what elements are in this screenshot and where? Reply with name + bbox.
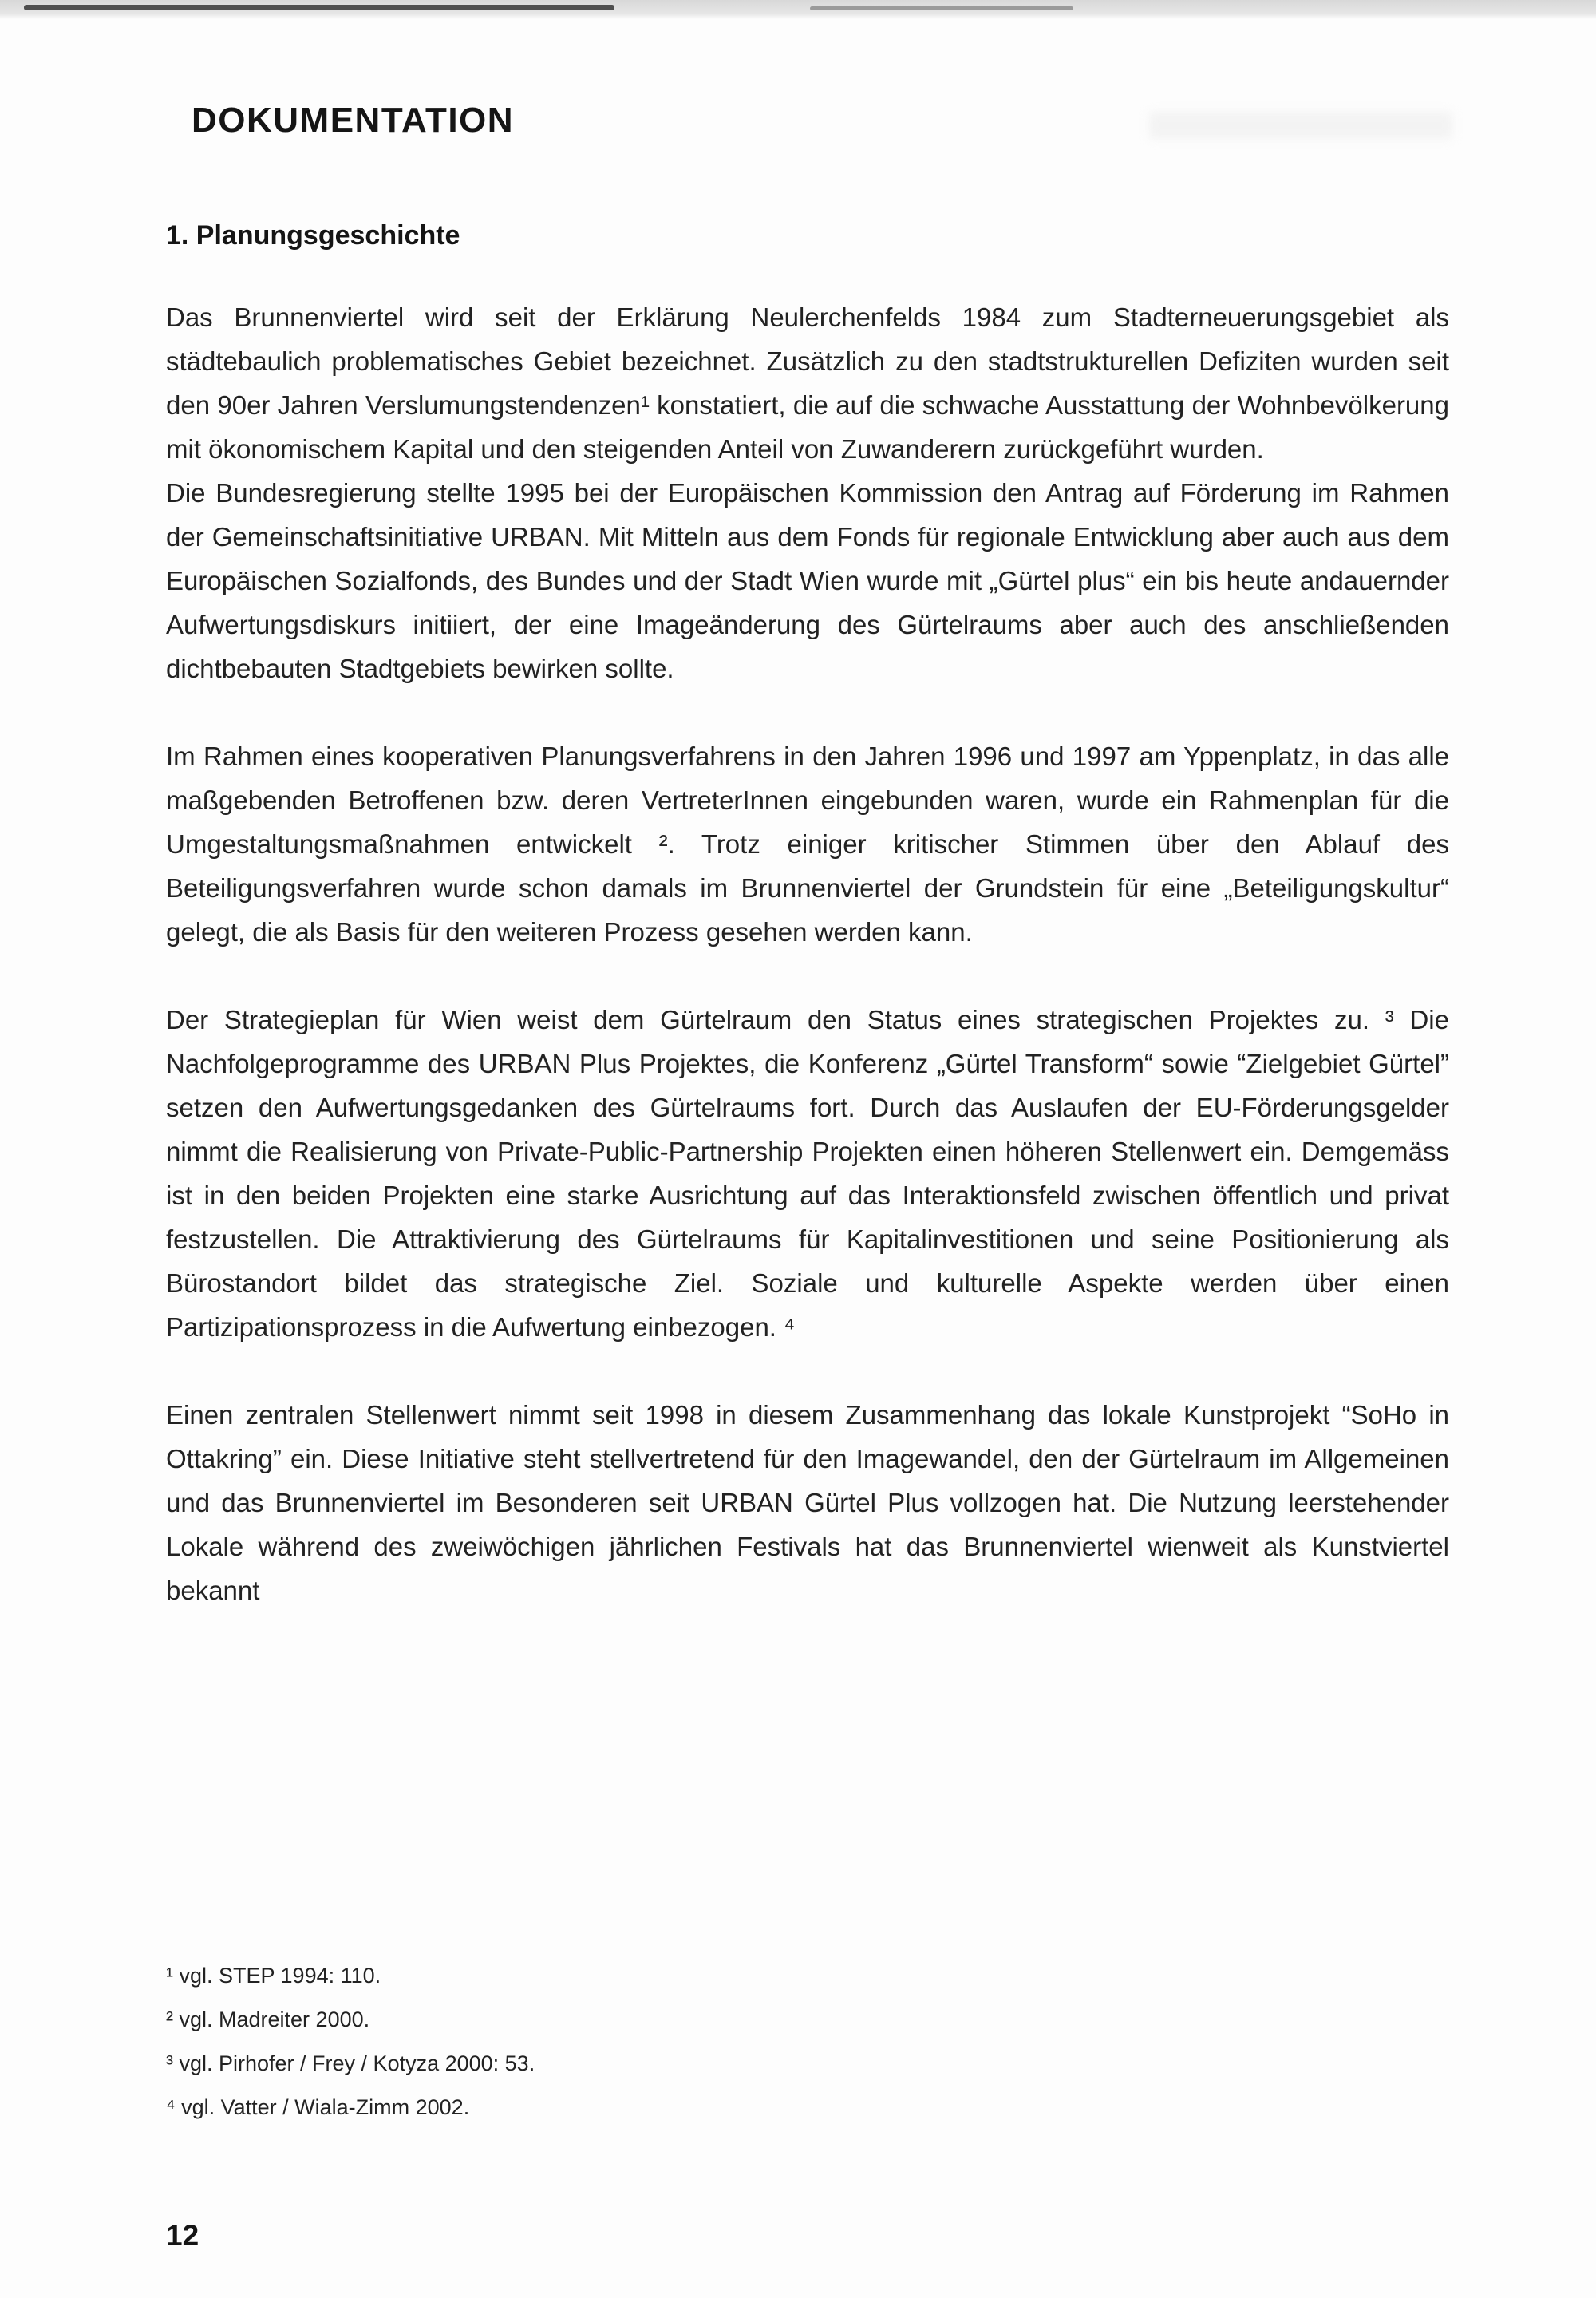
paragraph-strategieplan: Der Strategieplan für Wien weist dem Gürtelraum den Status eines strategischen Projektes zu. ³ Die Nachfolgeprogramme des URBAN Plus Projektes, die Konferenz „Gürtel Transform“ sowie “Zielgebiet Gürtel” setzen den Aufwertungsgedanken des Gürtelraums fort. Durch das Auslaufen der EU-Förderungsgelder nimmt die Realisierung von Private-Public-Partnership Projekten einen höheren Stellenwert ein. Demgemäss ist in den beiden Projekten eine starke Ausrichtung auf das Interaktionsfeld zwischen öffentlich und privat festzustellen. Die Attraktivierung des Gürtelraums für Kapitalinvestitionen und seine Positionierung als Bürostandort bildet das strategische Ziel. Soziale und kulturelle Aspekte werden über einen Partizipationsprozess in die Aufwertung einbezogen. ⁴ <box>166 1005 1449 1342</box>
page-number: 12 <box>166 2219 200 2252</box>
section-title: 1. Planungsgeschichte <box>166 220 460 251</box>
footnote-1: ¹ vgl. STEP 1994: 110. <box>166 1964 381 1988</box>
footnotes <box>166 1954 535 2130</box>
paragraph-bundesregierung: Die Bundesregierung stellte 1995 bei der Europäischen Kommission den Antrag auf Förderung im Rahmen der Gemeinschaftsinitiative URBAN. Mit Mitteln aus dem Fonds für regionale Entwicklung aber auch aus dem Europäischen Sozialfonds, des Bundes und der Stadt Wien wurde mit „Gürtel plus“ ein bis heute andauernder Aufwertungsdiskurs initiiert, der eine Imageänderung des Gürtelraums aber auch des anschließenden dichtbebauten Stadtgebiets bewirken sollte. <box>166 478 1449 683</box>
scan-edge-line <box>810 6 1073 10</box>
document-header: DOKUMENTATION <box>192 101 515 140</box>
scan-edge-artifact <box>0 0 1596 19</box>
paragraph-planungsverfahren: Im Rahmen eines kooperativen Planungsverfahrens in den Jahren 1996 und 1997 am Yppenplatz, in das alle maßgebenden Betroffenen bzw. deren VertreterInnen eingebunden waren, wurde ein Rahmenplan für die Umgestaltungsmaßnahmen entwickelt ². Trotz einiger kritischer Stimmen über den Ablauf des Beteiligungsverfahren wurde schon damals im Brunnenviertel der Grundstein für eine „Beteiligungskultur“ gelegt, die als Basis für den weiteren Prozess gesehen werden kann. <box>166 742 1449 947</box>
footnote-2: ² vgl. Madreiter 2000. <box>166 2007 370 2031</box>
body-text <box>166 295 1449 1656</box>
scan-ghost-artifact <box>1149 112 1452 139</box>
footnote-3: ³ vgl. Pirhofer / Frey / Kotyza 2000: 53. <box>166 2051 535 2075</box>
scan-edge-line <box>24 5 614 10</box>
footnote-4: ⁴ vgl. Vatter / Wiala-Zimm 2002. <box>166 2095 470 2119</box>
paragraph-soho-ottakring: Einen zentralen Stellenwert nimmt seit 1998 in diesem Zusammenhang das lokale Kunstprojekt “SoHo in Ottakring” ein. Diese Initiative steht stellvertretend für den Imagewandel, den der Gürtelraum im Allgemeinen und das Brunnenviertel im Besonderen seit URBAN Gürtel Plus vollzogen hat. Die Nutzung leerstehender Lokale während des zweiwöchigen jährlichen Festivals hat das Brunnenviertel wienweit als Kunstviertel bekannt <box>166 1400 1449 1605</box>
paragraph-brunnenviertel: Das Brunnenviertel wird seit der Erklärung Neulerchenfelds 1984 zum Stadterneuerungsgebiet als städtebaulich problematisches Gebiet bezeichnet. Zusätzlich zu den stadtstrukturellen Defiziten wurden seit den 90er Jahren Verslumungstendenzen¹ konstatiert, die auf die schwache Ausstattung der Wohnbevölkerung mit ökonomischem Kapital und den steigenden Anteil von Zuwanderern zurückgeführt wurden. <box>166 303 1449 464</box>
